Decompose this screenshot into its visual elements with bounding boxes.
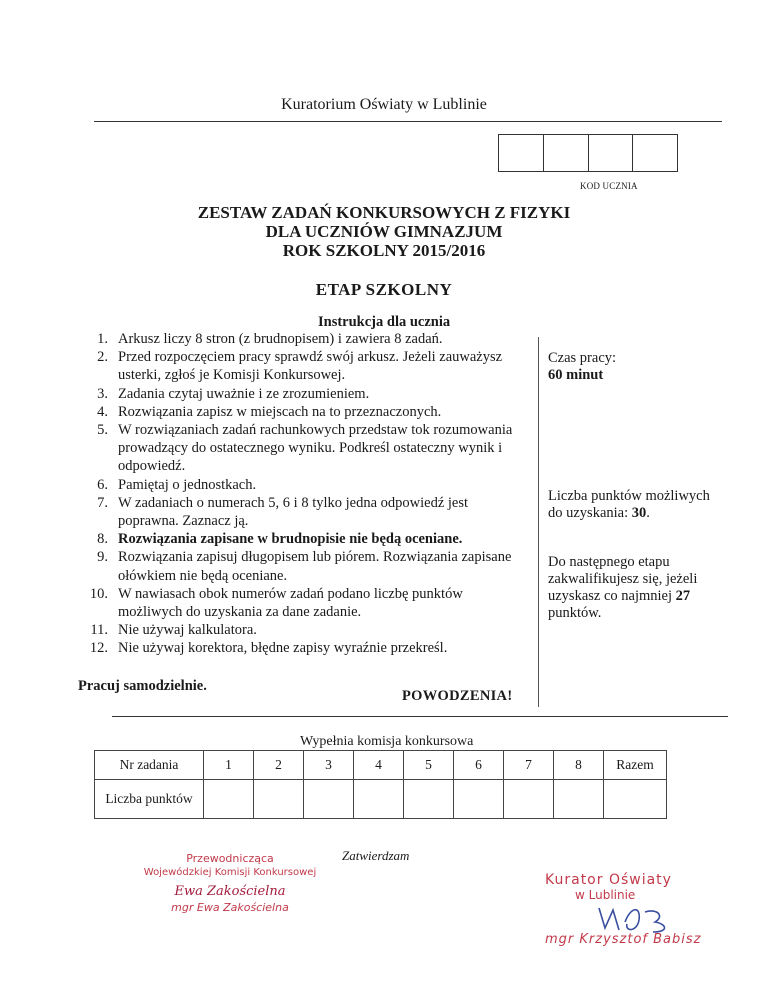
institution-header: Kuratorium Oświaty w Lublinie xyxy=(281,96,487,113)
approval-label: Zatwierdzam xyxy=(342,848,410,863)
col-header-total: Razem xyxy=(604,751,667,780)
points-cell[interactable] xyxy=(404,780,454,819)
score-table xyxy=(94,750,667,819)
points-cell[interactable] xyxy=(454,780,504,819)
title-line-1: ZESTAW ZADAŃ KONKURSOWYCH Z FIZYKI xyxy=(197,203,571,222)
points-cell[interactable] xyxy=(304,780,354,819)
chair-signature: Ewa Zakościelna xyxy=(174,884,286,899)
score-table-header-row xyxy=(95,751,667,780)
points-value: 30 xyxy=(631,505,647,521)
points-cell-total[interactable] xyxy=(604,780,667,819)
instructions-heading: Instrukcja dla ucznia xyxy=(318,314,451,330)
instruction-item: 7. W zadaniach o numerach 5, 6 i 8 tylko jedna odpowiedź jest poprawna. Zaznacz ją. xyxy=(97,494,469,530)
instructions-list xyxy=(70,330,520,658)
points-cell[interactable] xyxy=(204,780,254,819)
points-cell[interactable] xyxy=(504,780,554,819)
student-code-boxes[interactable] xyxy=(498,134,678,172)
curator-stamp-city: w Lublinie xyxy=(575,888,636,902)
row-label-task-number: Nr zadania xyxy=(95,751,204,780)
instruction-item: 1. Arkusz liczy 8 stron (z brudnopisem) i zawiera 8 zadań. xyxy=(97,331,443,347)
col-header: 5 xyxy=(404,751,454,780)
stage-title: ETAP SZKOLNY xyxy=(315,280,453,299)
instruction-item: 2. Przed rozpoczęciem pracy sprawdź swój arkusz. Jeżeli zauważysz usterki, zgłoś je Komisji Konkursowej. xyxy=(97,349,503,384)
instruction-item: 10. W nawiasach obok numerów zadań podano liczbę punktów możliwych do uzyskania za dane zadanie. xyxy=(89,585,463,621)
code-box-1[interactable] xyxy=(499,135,544,171)
work-alone-note: Pracuj samodzielnie. xyxy=(78,678,207,694)
col-header: 6 xyxy=(454,751,504,780)
bottom-rule xyxy=(112,716,728,717)
instruction-item: 12. Nie używaj korektora, błędne zapisy wyraźnie przekreśl. xyxy=(89,640,448,657)
row-label-points: Liczba punktów xyxy=(95,780,204,819)
instruction-item: 11. Nie używaj kalkulatora. xyxy=(90,622,257,639)
score-table-points-row xyxy=(95,780,667,819)
col-header: 7 xyxy=(504,751,554,780)
points-cell[interactable] xyxy=(554,780,604,819)
points-cell[interactable] xyxy=(354,780,404,819)
instruction-item: 9. Rozwiązania zapisuj długopisem lub piórem. Rozwiązania zapisane ołówkiem nie będą oceniane. xyxy=(97,549,512,584)
curator-stamp-title: Kurator Oświaty xyxy=(545,872,672,888)
title-line-3: ROK SZKOLNY 2015/2016 xyxy=(282,241,486,260)
points-cell[interactable] xyxy=(254,780,304,819)
col-header: 8 xyxy=(554,751,604,780)
chair-stamp-committee: Wojewódzkiej Komisji Konkursowej xyxy=(143,867,317,878)
chair-name: mgr Ewa Zakościelna xyxy=(171,901,289,914)
instruction-item-bold: 8. Rozwiązania zapisane w brudnopisie nie będą oceniane. xyxy=(97,531,463,548)
instruction-item: 6. Pamiętaj o jednostkach. xyxy=(97,476,257,493)
time-info xyxy=(548,350,616,384)
good-luck: POWODZENIA! xyxy=(402,688,513,704)
curator-stamp xyxy=(545,872,701,947)
qualify-text: Do następnego etapu zakwalifikujesz się, jeżeli uzyskasz co najmniej xyxy=(548,554,698,604)
qualify-value: 27 xyxy=(675,588,691,604)
col-header: 2 xyxy=(254,751,304,780)
chair-stamp-title: Przewodnicząca xyxy=(186,852,274,865)
time-label: Czas pracy: xyxy=(548,350,617,366)
instruction-item: 5. W rozwiązaniach zadań rachunkowych przedstaw tok rozumowania prowadzący do ostatecznego wyniku. Podkreśl ostateczny wynik i odpowiedź. xyxy=(97,422,513,475)
qualify-unit: punktów. xyxy=(548,605,602,621)
col-header: 1 xyxy=(204,751,254,780)
code-box-4[interactable] xyxy=(633,135,677,171)
points-info: Liczba punktów możliwych do uzyskania: 30. xyxy=(548,488,710,521)
student-code-label: KOD UCZNIA xyxy=(580,181,638,191)
title-line-2: DLA UCZNIÓW GIMNAZJUM xyxy=(265,222,503,241)
points-text: Liczba punktów możliwych do uzyskania: xyxy=(548,488,710,521)
side-divider xyxy=(538,337,539,707)
header-rule xyxy=(94,121,722,122)
document-title xyxy=(0,203,768,260)
curator-name: mgr Krzysztof Babisz xyxy=(545,932,702,947)
col-header: 3 xyxy=(304,751,354,780)
col-header: 4 xyxy=(354,751,404,780)
qualify-info xyxy=(548,554,718,622)
code-box-3[interactable] xyxy=(589,135,634,171)
score-table-caption: Wypełnia komisja konkursowa xyxy=(300,734,474,749)
instruction-item: 4. Rozwiązania zapisz w miejscach na to przeznaczonych. xyxy=(97,403,442,420)
curator-signature xyxy=(595,902,675,936)
code-box-2[interactable] xyxy=(544,135,589,171)
time-value: 60 minut xyxy=(548,367,604,383)
instruction-item: 3. Zadania czytaj uważnie i ze zrozumieniem. xyxy=(97,385,370,402)
chair-stamp xyxy=(115,852,345,914)
